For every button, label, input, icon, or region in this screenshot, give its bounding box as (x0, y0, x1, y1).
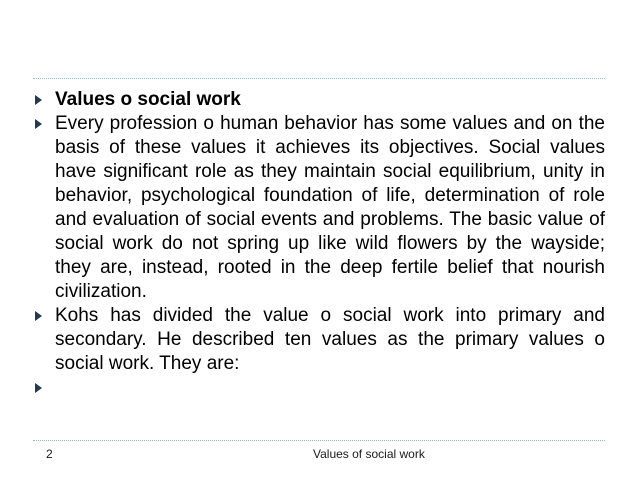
bullet-arrow-icon (35, 311, 42, 321)
bottom-divider (33, 440, 605, 441)
bullet-item-kohs (33, 304, 605, 376)
page-number: 2 (46, 447, 53, 461)
bullet-text: Values o social work (55, 89, 241, 110)
bullet-item-heading (33, 88, 605, 112)
bullet-arrow-icon (35, 383, 42, 393)
bullet-text: Kohs has divided the value o social work into primary and secondary. He described ten values as the primary values o social work. They are: (55, 305, 605, 374)
bullet-arrow-icon (35, 119, 42, 129)
bullet-item-profession (33, 112, 605, 304)
footer-title: Values of social work (313, 447, 425, 461)
bullet-arrow-icon (35, 95, 42, 105)
bullet-list (33, 88, 605, 400)
top-divider (33, 78, 605, 79)
bullet-text: Every profession o human behavior has some values and on the basis of these values it achieves its objectives. Social values have significant role as they maintain social equilibrium, unity in behavior, psychological foundation of life, determination of role and evaluation of social events and problems. The basic value of social work do not spring up like wild flowers by the wayside; they are, instead, rooted in the deep fertile belief that nourish civilization. (55, 113, 605, 302)
bullet-item-empty (33, 376, 605, 400)
